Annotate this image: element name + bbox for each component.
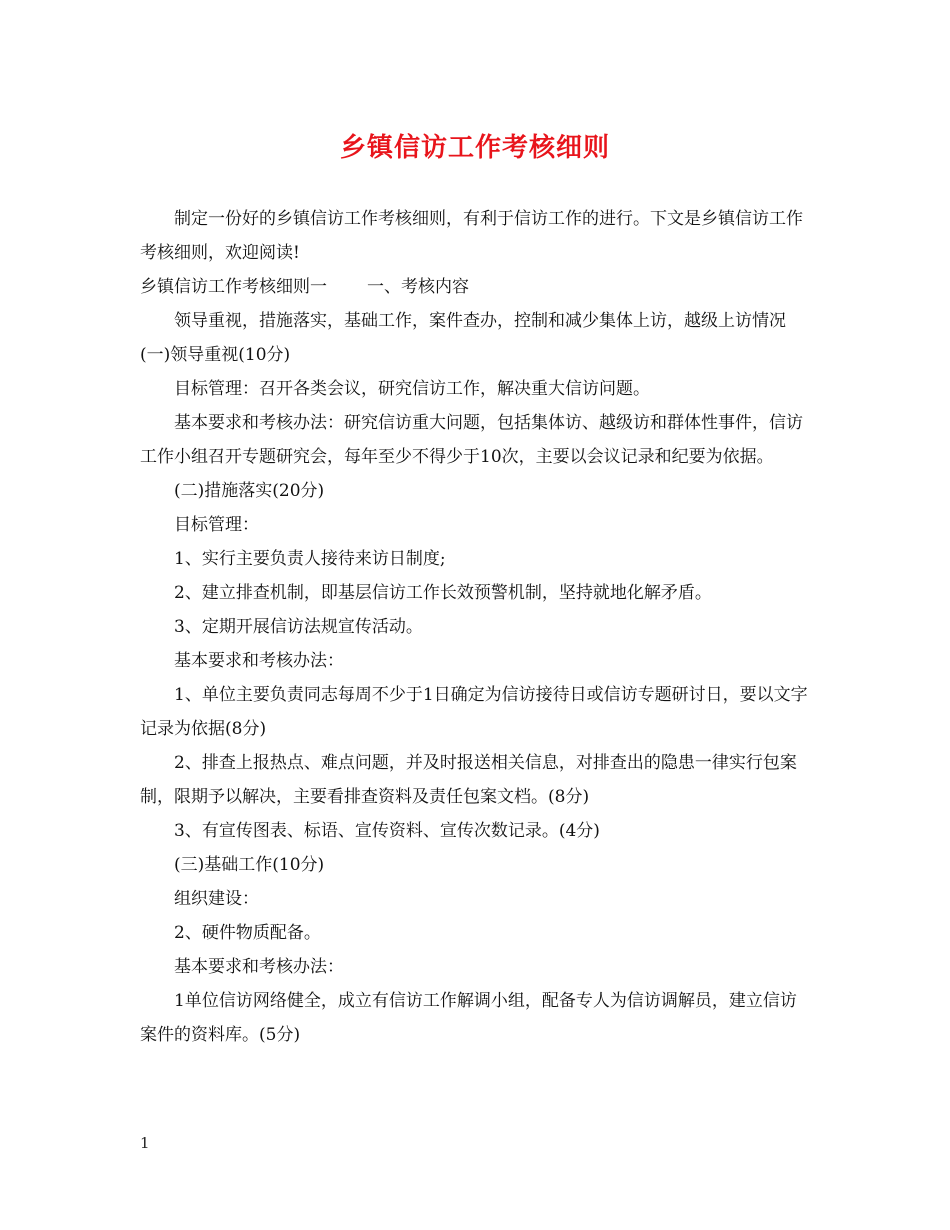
body-paragraph: 组织建设： [174,889,259,909]
subheading-left: 乡镇信访工作考核细则一 [140,277,327,297]
subheading-line [140,270,812,304]
section-heading: (二)措施落实(20分) [174,481,325,501]
document-title: 乡镇信访工作考核细则 [339,133,610,163]
list-item: 2、排查上报热点、难点问题，并及时报送相关信息，对排查出的隐患一律实行包案制，限期予以解决，主要看排查资料及责任包案文档。(8分) [140,753,797,807]
list-item: 3、有宣传图表、标语、宣传资料、宣传次数记录。(4分) [174,821,600,841]
list-item: 3、定期开展信访法规宣传活动。 [174,617,423,637]
page-number: 1 [140,1134,150,1152]
body-paragraph: 基本要求和考核办法：研究信访重大问题，包括集体访、越级访和群体性事件，信访工作小组召开专题研究会，每年至少不得少于10次，主要以会议记录和纪要为依据。 [140,413,803,467]
list-item: 1单位信访网络健全，成立有信访工作解调小组，配备专人为信访调解员，建立信访案件的资料库。(5分) [140,991,797,1045]
body-paragraph: 目标管理：召开各类会议，研究信访工作，解决重大信访问题。 [174,379,650,399]
document-body [140,202,812,1052]
list-item: 1、实行主要负责人接待来访日制度; [174,549,446,569]
body-paragraph: 领导重视，措施落实，基础工作，案件查办，控制和减少集体上访，越级上访情况(一)领导重视(10分) [140,311,786,365]
intro-paragraph: 制定一份好的乡镇信访工作考核细则，有利于信访工作的进行。下文是乡镇信访工作考核细则，欢迎阅读! [140,209,803,263]
section-heading: (三)基础工作(10分) [174,855,325,875]
list-item: 1、单位主要负责同志每周不少于1日确定为信访接待日或信访专题研讨日，要以文字记录为依据(8分) [140,685,808,739]
list-item: 2、建立排查机制，即基层信访工作长效预警机制，坚持就地化解矛盾。 [174,583,712,603]
body-paragraph: 基本要求和考核办法： [174,957,344,977]
body-paragraph: 目标管理： [174,515,259,535]
body-paragraph: 基本要求和考核办法： [174,651,344,671]
list-item: 2、硬件物质配备。 [174,923,321,943]
subheading-right: 一、考核内容 [367,277,469,297]
